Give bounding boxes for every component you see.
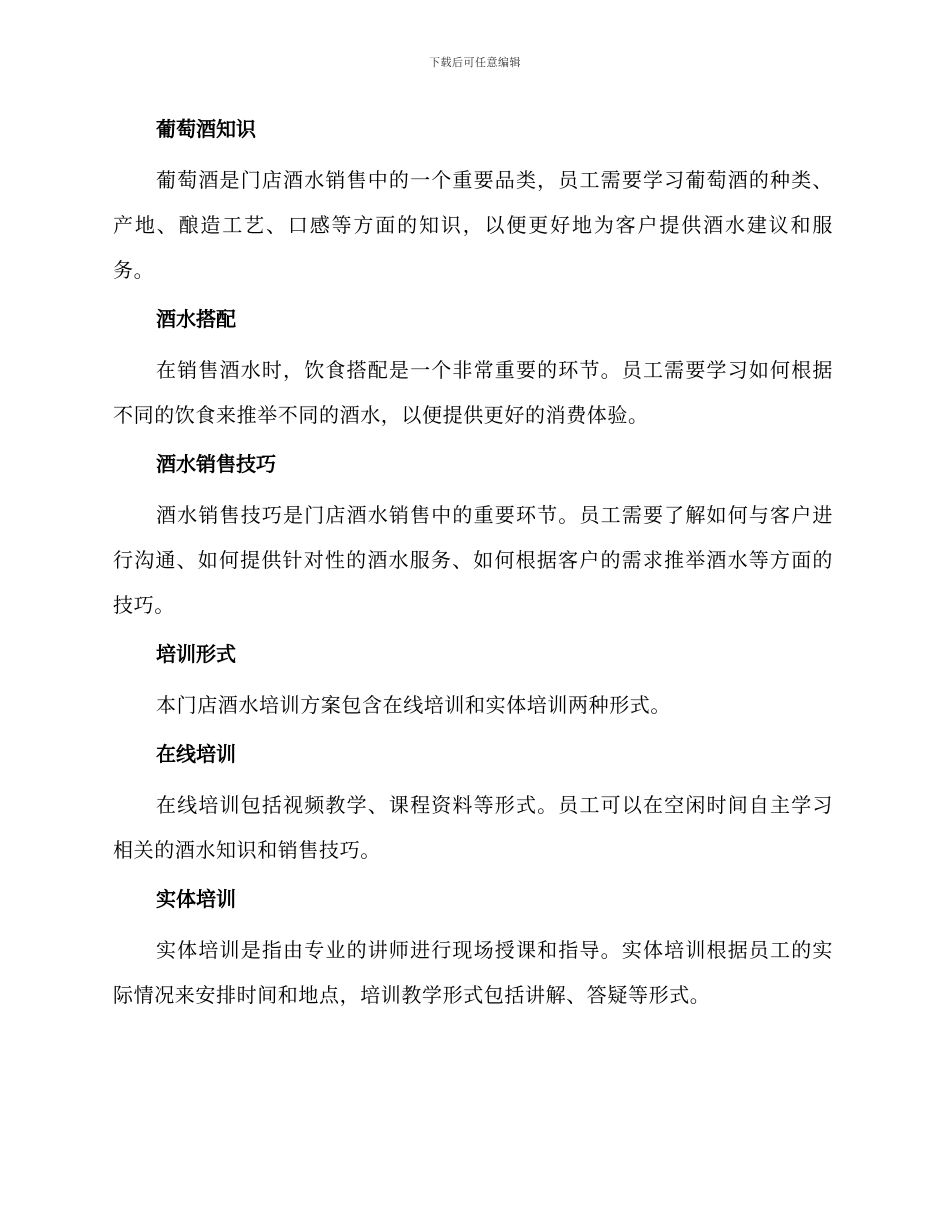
section-heading: 葡萄酒知识 (156, 117, 256, 141)
section-heading: 酒水搭配 (156, 307, 236, 331)
section-heading: 培训形式 (156, 642, 236, 666)
section-training-format (113, 637, 833, 728)
section-paragraph: 在销售酒水时，饮食搭配是一个非常重要的环节。员工需要学习如何根据不同的饮食来推举不同的酒水，以便提供更好的消费体验。 (113, 358, 833, 427)
section-paragraph: 本门店酒水培训方案包含在线培训和实体培训两种形式。 (156, 693, 671, 717)
section-heading: 实体培训 (156, 887, 236, 911)
section-sales-skills (113, 447, 833, 628)
section-drink-pairing (113, 302, 833, 438)
section-heading: 酒水销售技巧 (156, 452, 276, 476)
section-paragraph: 葡萄酒是门店酒水销售中的一个重要品类，员工需要学习葡萄酒的种类、产地、酿造工艺、口感等方面的知识，以便更好地为客户提供酒水建议和服务。 (113, 168, 833, 282)
section-wine-knowledge (113, 112, 833, 293)
document-body (113, 112, 833, 1027)
section-online-training (113, 737, 833, 873)
section-heading: 在线培训 (156, 742, 236, 766)
section-onsite-training (113, 882, 833, 1018)
section-paragraph: 在线培训包括视频教学、课程资料等形式。员工可以在空闲时间自主学习相关的酒水知识和销售技巧。 (113, 793, 833, 862)
section-paragraph: 实体培训是指由专业的讲师进行现场授课和指导。实体培训根据员工的实际情况来安排时间和地点，培训教学形式包括讲解、答疑等形式。 (113, 938, 833, 1007)
section-paragraph: 酒水销售技巧是门店酒水销售中的重要环节。员工需要了解如何与客户进行沟通、如何提供针对性的酒水服务、如何根据客户的需求推举酒水等方面的技巧。 (113, 503, 833, 617)
page-header: 下载后可任意编辑 (429, 56, 521, 69)
